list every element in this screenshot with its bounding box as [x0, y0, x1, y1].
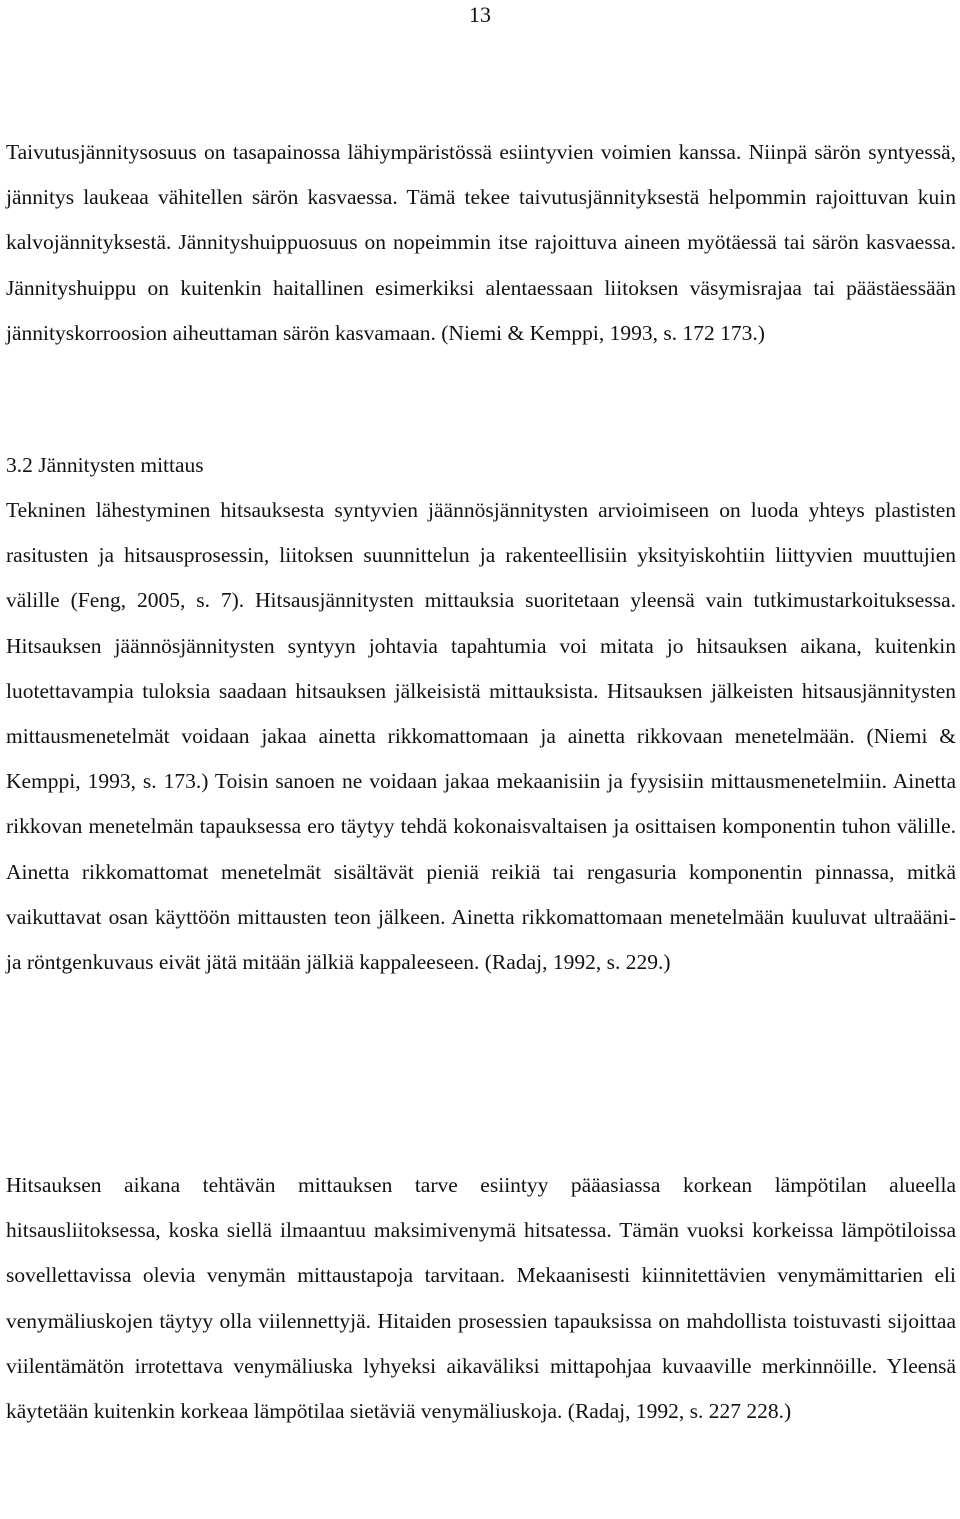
paragraph-stress-concentration: Taivutusjännitysosuus on tasapainossa lähiympäristössä esiintyvien voimien kanssa. Niinpä särön syntyessä, jännitys laukeaa vähitellen särön kasvaessa. Tämä tekee taivutusjännityksestä helpommin rajoittuvan kuin kalvojännityksestä. Jännityshuippuosuus on nopeimmin itse rajoittuva aineen myötäessä tai särön kasvaessa. Jännityshuippu on kuitenkin haitallinen esimerkiksi alentaessaan liitoksen väsymisrajaa tai päästäessään jännityskorroosion aiheuttaman särön kasvamaan. (Niemi & Kemppi, 1993, s. 172 173.) — [6, 140, 956, 345]
section-heading: 3.2 Jännitysten mittaus — [6, 453, 204, 477]
paragraph-measurement-methods: Tekninen lähestyminen hitsauksesta syntyvien jäännösjännitysten arvioimiseen on luoda yhteys plastisten rasitusten ja hitsausprosessin, liitoksen suunnittelun ja rakenteellisiin yksityiskohtiin liittyvien muuttujien välille (Feng, 2005, s. 7). Hitsausjännitysten mittauksia suoritetaan yleensä vain tutkimustarkoituksessa. Hitsauksen jäännösjännitysten syntyyn johtavia tapahtumia voi mitata jo hitsauksen aikana, kuitenkin luotettavampia tuloksia saadaan hitsauksen jälkeisistä mittauksista. Hitsauksen jälkeisten hitsausjännitysten mittausmenetelmät voidaan jakaa ainetta rikkomattomaan ja ainetta rikkovaan menetelmään. (Niemi & Kemppi, 1993, s. 173.) Toisin sanoen ne voidaan jakaa mekaanisiin ja fyysisiin mittausmenetelmiin. Ainetta rikkovan menetelmän tapauksessa ero täytyy tehdä kokonaisvaltaisen ja osittaisen komponentin tuhon välille. Ainetta rikkomattomat menetelmät sisältävät pieniä reikiä tai rengasuria komponentin pinnassa, mitkä vaikuttavat osan käyttöön mittausten teon jälkeen. Ainetta rikkomattomaan menetelmään kuuluvat ultraääni- ja röntgenkuvaus eivät jätä mitään jälkiä kappaleeseen. (Radaj, 1992, s. 229.) — [6, 498, 956, 975]
paragraph-high-temperature-measurement: Hitsauksen aikana tehtävän mittauksen tarve esiintyy pääasiassa korkean lämpötilan alueella hitsausliitoksessa, koska siellä ilmaantuu maksimivenymä hitsatessa. Tämän vuoksi korkeissa lämpötiloissa sovellettavissa olevia venymän mittaustapoja tarvitaan. Mekaanisesti kiinnitettävien venymämittarien eli venymäliuskojen täytyy olla viilennettyjä. Hitaiden prosessien tapauksissa on mahdollista toistuvasti sijoittaa viilentämätön irrotettava venymäliuska lyhyeksi aikaväliksi mittapohjaa kuvaaville merkinnöille. Yleensä käytetään kuitenkin korkeaa lämpötilaa sietäviä venymäliuskoja. (Radaj, 1992, s. 227 228.) — [6, 1173, 956, 1424]
page-number: 13 — [469, 2, 491, 27]
